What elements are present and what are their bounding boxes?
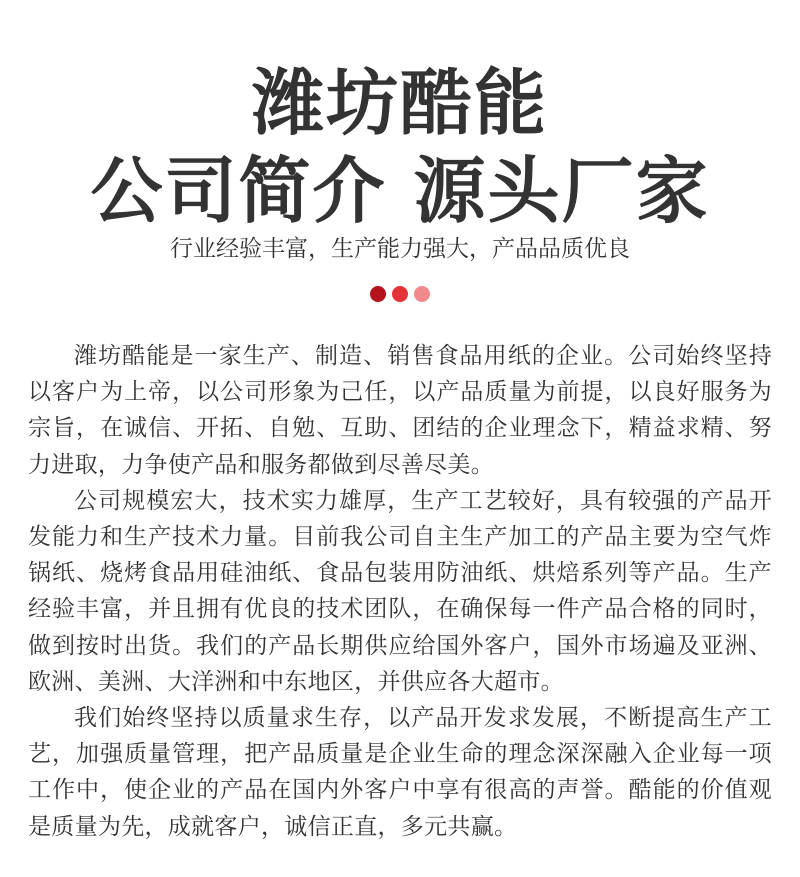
page-title-brand: 潍坊酷能: [251, 61, 548, 145]
page-title-profile: 公司简介 源头厂家: [90, 149, 710, 233]
intro-paragraph-2: 公司规模宏大，技术实力雄厚，生产工艺较好，具有较强的产品开发能力和生产技术力量。目前我公司自主生产加工的产品主要为空气炸锅纸、烧烤食品用硅油纸、食品包装用防油纸、烘焙系列等产品。生产经验丰富，并且拥有优良的技术团队，在确保每一件产品合格的同时，做到按时出货。我们的产品长期供应给国外客户，国外市场遍及亚洲、欧洲、美洲、大洋洲和中东地区，并供应各大超市。: [28, 487, 772, 695]
decorative-dots: [0, 286, 800, 302]
decorative-dot-red: [392, 286, 408, 302]
company-intro: [28, 338, 772, 845]
decorative-dot-dark-red: [370, 286, 386, 302]
page-subtitle: 行业经验丰富，生产能力强大，产品品质优良: [170, 236, 630, 262]
intro-paragraph-1: 潍坊酷能是一家生产、制造、销售食品用纸的企业。公司始终坚持以客户为上帝，以公司形象为己任，以产品质量为前提，以良好服务为宗旨，在诚信、开拓、自勉、互助、团结的企业理念下，精益求精、努力进取，力争使产品和服务都做到尽善尽美。: [28, 343, 772, 478]
decorative-dot-pink: [414, 286, 430, 302]
intro-paragraph-3: 我们始终坚持以质量求生存，以产品开发求发展，不断提高生产工艺，加强质量管理，把产品质量是企业生命的理念深深融入企业每一项工作中，使企业的产品在国内外客户中享有很高的声誉。酷能的价值观是质量为先，成就客户，诚信正直，多元共赢。: [28, 705, 772, 840]
